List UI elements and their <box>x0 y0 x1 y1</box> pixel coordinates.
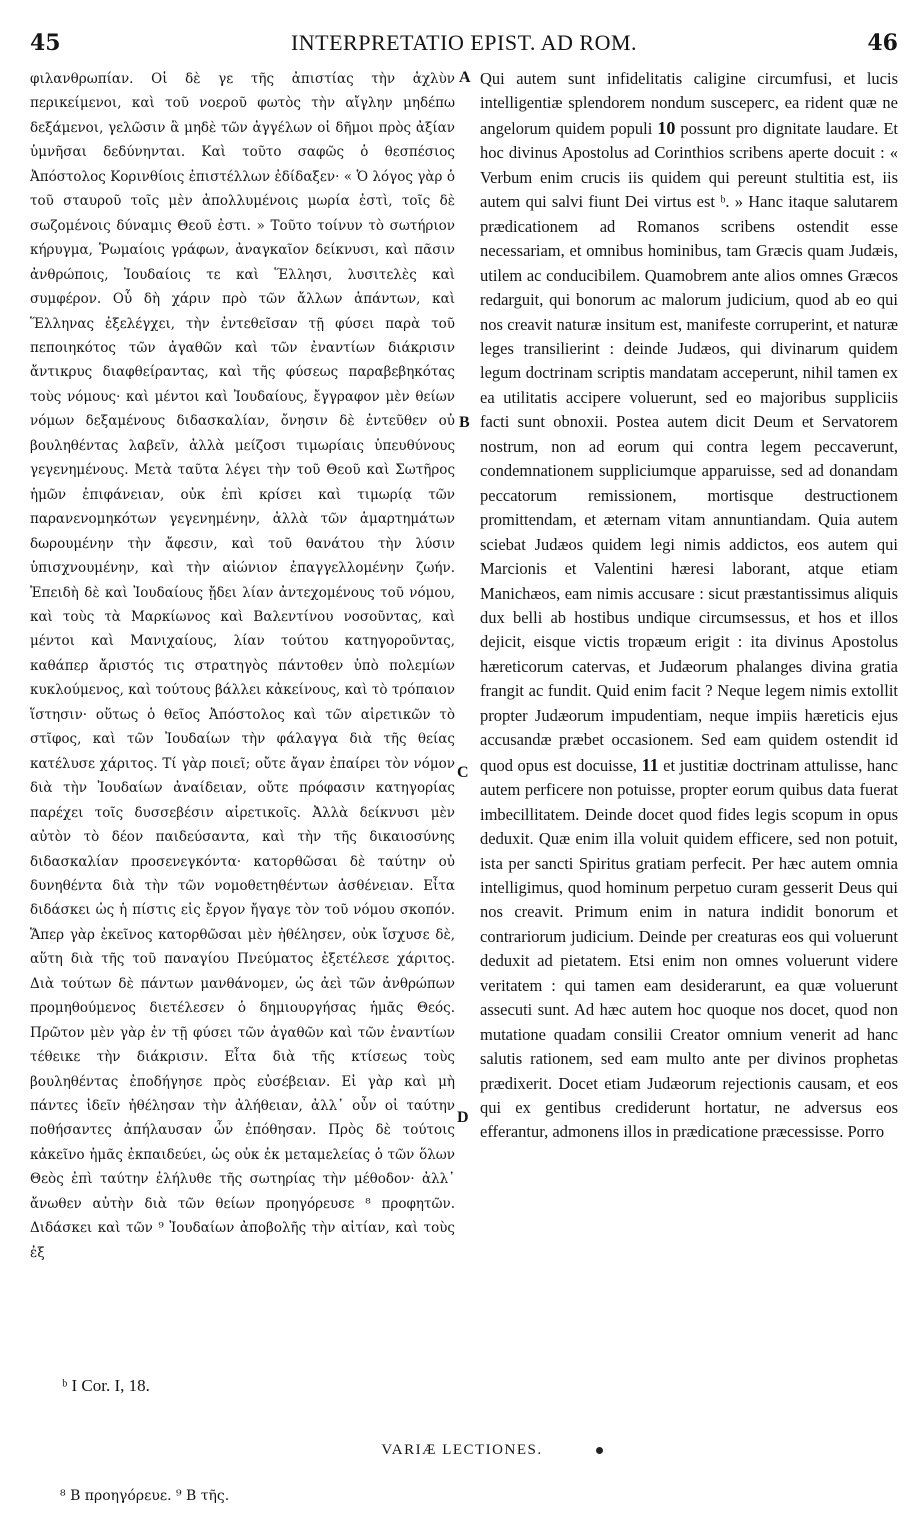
margin-marker-c: C <box>457 764 469 781</box>
variae-lectiones-heading: VARIÆ LECTIONES. <box>381 1442 543 1458</box>
scripture-footnote: ᵇ I Cor. I, 18. <box>62 1376 150 1395</box>
greek-column <box>30 67 455 1349</box>
margin-marker-b: B <box>459 414 470 431</box>
page-number-left: 45 <box>30 30 61 56</box>
ornament-dot <box>596 1447 603 1454</box>
running-header <box>30 30 898 60</box>
latin-column <box>480 67 898 1349</box>
variant-readings: ⁸ B προηγόρευε. ⁹ B τῆς. <box>60 1488 230 1504</box>
margin-marker-a: A <box>459 69 471 86</box>
column-reference-10: 10 <box>657 117 676 138</box>
latin-text-part-3: et justitiæ doctrinam attulisse, hanc autem perficere non potuisse, propter eorum quibus data fuerat imbecillitatem. Deinde docet quod fides legis scopum in opus deduxit. Quæ enim illa voluit quidem efficere, sed non potuit, ista per sancti Spiritus gratiam perfecit. Per hæc autem omnia intelligimus, quod hominum perpetuo curam gesserit Deus qui nos creavit. Primum enim in natura indidit bonorum et contrariorum judicium. Deinde per creaturas eos qui voluerunt deduxit ad pietatem. Etsi enim non omnes voluerunt videre veritatem : qui tamen eam desiderarunt, ea quæ voluerunt assecuti sunt. Ad hæc autem hoc quoque nos docet, quod non mutatione quadam consilii Creator omnium venerit ad hanc salutis rationem, sed eam multo ante per divinos prophetas prædixerit. Docet etiam Judæorum rejectionis causam, et eos qui ex gentibus crediderunt hortatur, ne adversus eos efferantur, admonens illos in prædicatione præcessisse. Porro <box>480 755 898 1142</box>
column-reference-11: 11 <box>641 754 659 775</box>
latin-text-part-1: Qui autem sunt infidelitatis caligine circumfusi, et lucis intelligentiæ splendorem nondum susceperc, ea rident quæ ne angelorum quidem populi <box>480 69 898 138</box>
greek-text: φιλανθρωπίαν. Οἱ δὲ γε τῆς ἀπιστίας τὴν ἀχλὺν περικείμενοι, καὶ τοῦ νοεροῦ φωτὸς τὴν αἴγλην μηδέπω δεξάμενοι, γελῶσιν ἃ μηδὲ τῶν ἀγγέλων οἱ δῆμοι πρὸς ἀξίαν ὑμνῆσαι δεδύνηνται. Καὶ τοῦτο σαφῶς ὁ θεσπέσιος Ἀπόστολος Κορινθίοις ἐπιστέλλων ἐδίδαξεν· « Ὁ λόγος γὰρ ὁ τοῦ σταυροῦ τοῖς μὲν ἀπολλυμένοις μωρία ἐστὶ, τοῖς δὲ σωζομένοις δύναμις Θεοῦ ἐστι. » Τοῦτο τοίνυν τὸ σωτήριον κήρυγμα, Ῥωμαίοις γράφων, ἀναγκαῖον δείκνυσι, καὶ πᾶσιν ἀνθρώποις, Ἰουδαίοις τε καὶ Ἕλλησι, λυσιτελὲς καὶ συμφέρον. Οὗ δὴ χάριν πρὸ τῶν ἄλλων ἁπάντων, καὶ Ἕλληνας ἐξελέγχει, τὴν ἐντεθεῖσαν τῇ φύσει παρὰ τοῦ πεποιηκότος τῶν ἀγαθῶν καὶ τῶν ἐναντίων διάκρισιν ἄντικρυς διαφθείραντας, καὶ τῆς φύσεως παραβεβηκότας τοὺς νόμους· καὶ μέντοι καὶ Ἰουδαίους, ἔγγραφον μὲν θείων νόμων δεξαμένους διδασκαλίαν, ὄνησιν δὲ ἐντεῦθεν οὐ βουληθέντας λαβεῖν, ἀλλὰ μείζοσι τιμωρίαις ὑπευθύνους γεγενημένους. Μετὰ ταῦτα λέγει τὴν τοῦ Θεοῦ καὶ Σωτῆρος ἡμῶν ἐπιφάνειαν, οὐκ ἐπὶ κρίσει καὶ τιμωρίᾳ τῶν παρανενομηκότων γεγενημένην, ἀλλὰ τῶν ἁμαρτημάτων δωρουμένην τὴν ἄφεσιν, καὶ τοῦ θανάτου τὴν λύσιν ὑπισχνουμένην, καὶ τὴν αἰώνιον ἐπαγγελλομένην ζωήν. Ἐπειδὴ δὲ καὶ Ἰουδαίους ᾔδει λίαν ἀντεχομένους τοῦ νόμου, καὶ τοὺς τὰ Μαρκίωνος καὶ Βαλεντίνου νοσοῦντας, καὶ μέντοι καὶ Μανιχαίους, λίαν τούτου κατηγοροῦντας, καθάπερ ἄριστός τις στρατηγὸς πάντοθεν ὑπὸ πολεμίων κυκλούμενος, καὶ τούτους βάλλει κἀκείνους, καὶ τὸ τρόπαιον ἵστησιν· οὕτως ὁ θεῖος Ἀπόστολος καὶ τῶν αἱρετικῶν τὸ στῖφος, καὶ τῶν Ἰουδαίων τὴν φάλαγγα διὰ τῆς θείας κατέλυσε χάριτος. Τί γὰρ ποιεῖ; οὔτε ἄγαν ἐπαίρει τὸν νόμον διὰ τὴν Ἰουδαίων ἀναίδειαν, οὔτε πρόφασιν κατηγορίας παρέχει τοῖς δυσσεβέσιν αἱρετικοῖς. Ἀλλὰ δείκνυσι μὲν αὐτὸν τὸ δέον παιδεύσαντα, καὶ τὴν τῆς δικαιοσύνης διδασκαλίαν προσενεγκόντα· κατορθῶσαι δὲ ταύτην οὐ δυνηθέντα διὰ τὴν τῶν νομοθετηθέντων ἀσθένειαν. Εἶτα διδάσκει ὡς ἡ πίστις εἰς ἔργον ἤγαγε τὸν τοῦ νόμου σκοπόν. Ἅπερ γὰρ ἐκεῖνος κατορθῶσαι μὲν ἠθέλησεν, οὐκ ἴσχυσε δὲ, αὕτη διὰ τῆς τοῦ παναγίου Πνεύματος ἐξετέλεσε χάριτος. Διὰ τούτων δὲ πάντων μανθάνομεν, ὡς ἀεὶ τῶν ἀνθρώπων προμηθούμενος διετέλεσεν ὁ δημιουργήσας ἡμᾶς Θεός. Πρῶτον μὲν γὰρ ἐν τῇ φύσει τῶν ἀγαθῶν καὶ τῶν ἐναντίων τέθεικε τὴν διάκρισιν. Εἶτα διὰ τῆς κτίσεως τοὺς βουληθέντας ἐποδήγησε πρὸς εὐσέβειαν. Εἰ γὰρ καὶ μὴ πάντες ἰδεῖν ἠθέλησαν τὴν ἀλήθειαν, ἀλλ᾽ οὖν οἱ ταύτην ποθήσαντες ἀπήλαυσαν ὧν ἐπόθησαν. Πρὸς δὲ τούτοις κἀκεῖνο ἡμᾶς ἐκπαιδεύει, ὡς οὐκ ἐκ μεταμελείας ὁ τῶν ὅλων Θεὸς ἐπὶ ταύτην ἐλήλυθε τῆς σωτηρίας τὴν μέθοδον· ἀλλ᾽ ἄνωθεν αὐτὴν διὰ τῶν θείων προηγόρευσε ⁸ προφητῶν. Διδάσκει καὶ τῶν ⁹ Ἰουδαίων ἀποβολῆς τὴν αἰτίαν, καὶ τοὺς ἐξ <box>30 71 455 1261</box>
latin-text-part-2: possunt pro dignitate laudare. Et hoc divinus Apostolus ad Corinthios scribens aperte docuit : « Verbum enim crucis iis quidem qui pereunt stultitia est, iis autem qui salvi fiunt Dei virtus est ᵇ. » Hanc itaque salutarem prædicationem ad Romanos scribens ostendit esse necessariam, et omnibus hominibus, tam Græcis quam Judæis, utilem ac conducibilem. Quamobrem ante alios omnes Græcos redarguit, qui bonorum ac malorum judicium, quod ab eo qui nos creavit naturæ insitum est, manifeste corruperint, et naturæ leges transilierint : deinde Judæos, qui divinarum quidem legum doctrinam scriptis mandatam acceperunt, nihil tamen ex ea utilitatis accipere voluerunt, sed eo majoribus suppliciis facti sunt obnoxii. Postea autem dicit Deum et Servatorem nostrum, non ad eorum qui contra legem peccaverunt, condemnationem suppliciumque apparuisse, sed ad donandam peccatorum remissionem, mortisque destructionem promittendam, et æternam vitam annuntiandam. Quia autem sciebat Judæos quidem legi nimis addictos, eos autem qui Marcionis et Valentini hæresi laborant, atque etiam Manichæos, eam nimis accusare : sicut præstantissimus aliquis dux belli ab hostibus undique circumsessus, et hos et illos dejicit, eisque victis tropæum erigit : ita divinus Apostolus hæreticorum catervas, et Judæorum phalanges divina gratia frangit ac fundit. Quid enim facit ? Neque legem nimis extollit propter Judæorum impudentiam, neque impiis hæreticis ejus accusandæ præbet occasionem. Sed eam quidem ostendit id quod opus est docuisse, <box>480 118 898 775</box>
margin-marker-d: D <box>457 1109 469 1126</box>
running-title: INTERPRETATIO EPIST. AD ROM. <box>290 30 638 55</box>
page-number-right: 46 <box>867 30 898 56</box>
